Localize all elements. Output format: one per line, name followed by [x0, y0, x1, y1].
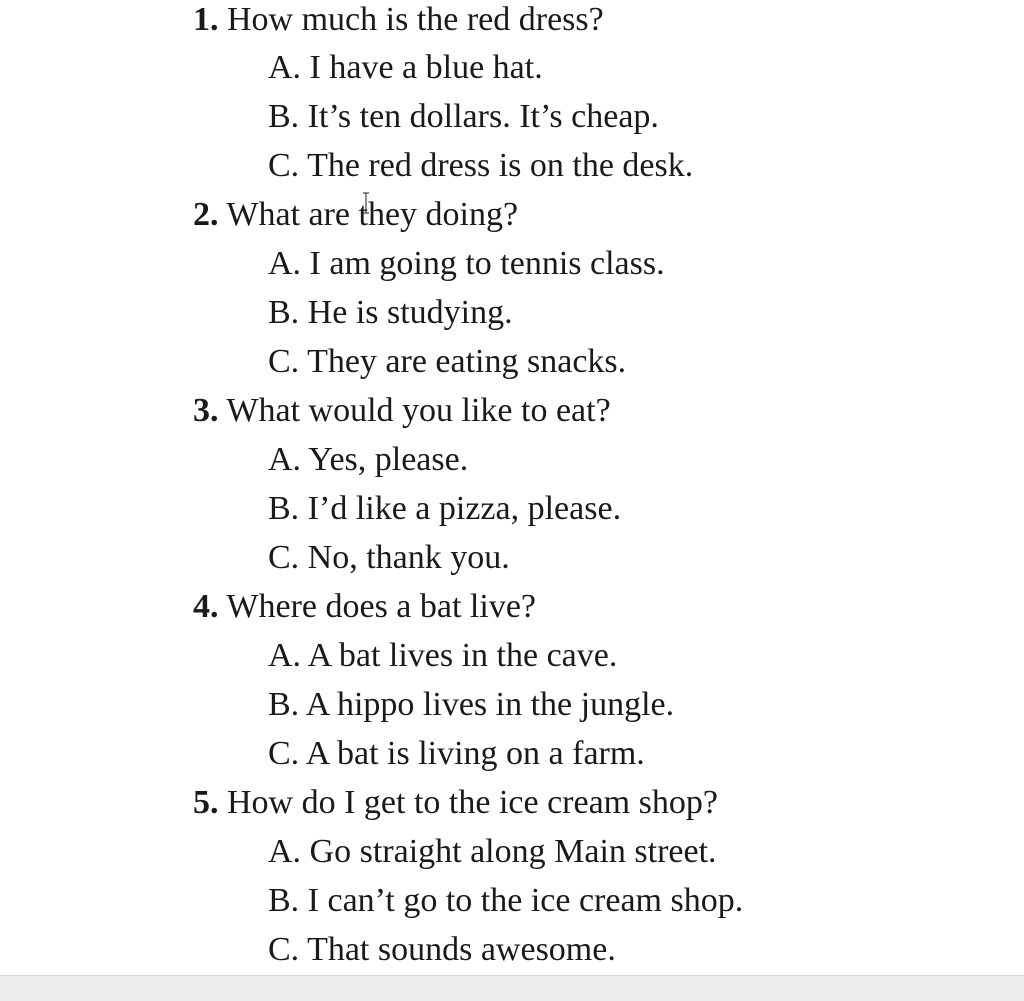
- question-2-option-c: C. They are eating snacks.: [268, 343, 627, 380]
- question-number: 4.: [193, 588, 219, 625]
- question-1: [193, 0, 604, 40]
- question-5-option-c: C. That sounds awesome.: [268, 931, 616, 968]
- question-1-option-c: C. The red dress is on the desk.: [268, 147, 694, 184]
- question-1-option-a: A. I have a blue hat.: [268, 49, 543, 86]
- question-number: 3.: [193, 392, 219, 429]
- question-number: 2.: [193, 196, 219, 233]
- question-5-option-b: B. I can’t go to the ice cream shop.: [268, 882, 744, 919]
- question-4: [193, 587, 536, 627]
- question-2: [193, 195, 518, 235]
- question-3-option-c: C. No, thank you.: [268, 539, 510, 576]
- question-2-option-a: A. I am going to tennis class.: [268, 245, 665, 282]
- question-4-option-a: A. A bat lives in the cave.: [268, 637, 618, 674]
- question-4-option-c: C. A bat is living on a farm.: [268, 735, 645, 772]
- question-text: Where does a bat live?: [226, 588, 537, 625]
- question-4-option-b: B. A hippo lives in the jungle.: [268, 686, 675, 723]
- question-2-option-b: B. He is studying.: [268, 294, 513, 331]
- question-text: How do I get to the ice cream shop?: [227, 784, 718, 821]
- question-3: [193, 391, 611, 431]
- question-1-option-b: B. It’s ten dollars. It’s cheap.: [268, 98, 659, 135]
- question-3-option-b: B. I’d like a pizza, please.: [268, 490, 622, 527]
- bottom-scroll-strip[interactable]: [0, 975, 1024, 1001]
- question-3-option-a: A. Yes, please.: [268, 441, 469, 478]
- text-cursor-icon: [361, 192, 371, 214]
- question-number: 1.: [193, 1, 219, 38]
- question-text: What would you like to eat?: [226, 392, 611, 429]
- question-5-option-a: A. Go straight along Main street.: [268, 833, 717, 870]
- question-number: 5.: [193, 784, 219, 821]
- question-text: How much is the red dress?: [227, 1, 604, 38]
- question-text: What are they doing?: [226, 196, 519, 233]
- question-5: [193, 783, 718, 823]
